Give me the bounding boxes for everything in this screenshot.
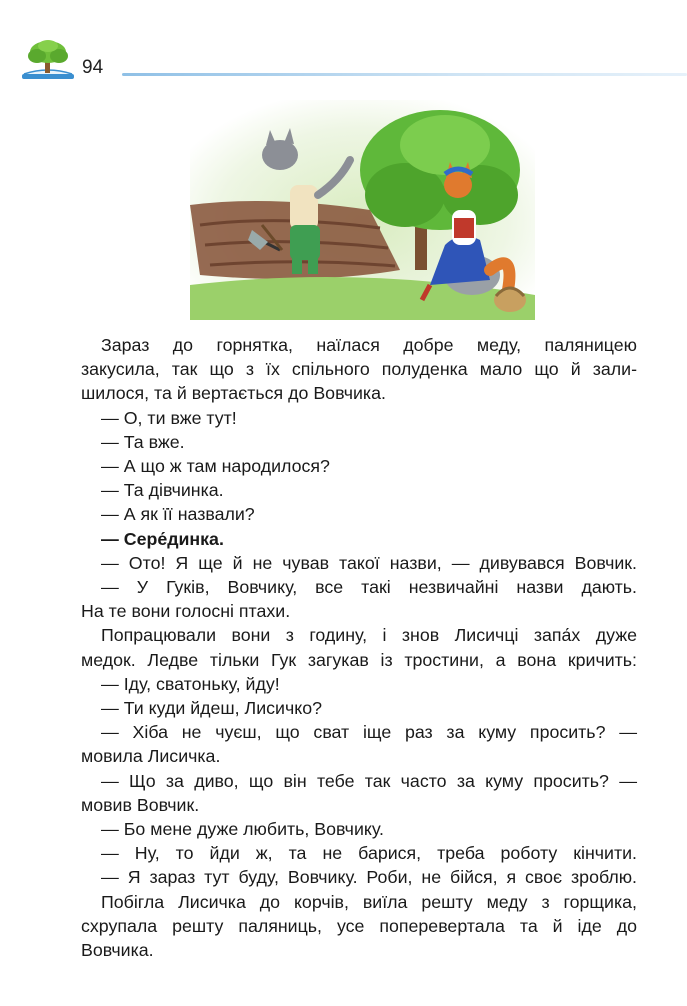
page-number: 94 (82, 57, 104, 78)
text-line: Попрацювали вони з годину, і знов Лисичці запа́х дуже (101, 625, 637, 646)
text-line: Вовчика. (81, 940, 154, 961)
text-line: — Ну, то йди ж, та не барися, треба роботу кінчити. (101, 843, 637, 864)
text-line: Побігла Лисичка до корчів, виїла решту меду з горщика, (101, 891, 637, 912)
text-line: мовила Лисичка. (81, 746, 221, 767)
story-text (81, 333, 637, 962)
text-line: На те вони голосні птахи. (81, 601, 291, 622)
tree-book-icon (18, 36, 78, 82)
text-line: — Що за диво, що він тебе так часто за куму просить? — (101, 770, 637, 791)
text-line: медок. Ледве тільки Гук загукав із тростини, а вона кричить: (81, 649, 637, 670)
text-line: — А що ж там народилося? (101, 456, 330, 477)
text-line: — Ото! Я ще й не чував такої назви, — дивувався Вовчик. (101, 552, 637, 573)
text-line: — Та вже. (101, 431, 185, 452)
text-line: — Бо мене дуже любить, Вовчику. (101, 819, 384, 840)
text-line: — Та дівчинка. (101, 480, 224, 501)
text-line: — Я зараз тут буду, Вовчику. Роби, не бійся, я своє зроблю. (101, 867, 637, 888)
text-line: закусила, так що з їх спільного полуденка мало що й зали- (81, 359, 637, 380)
text-line: — Іду, сватоньку, йду! (101, 673, 280, 694)
header-rule (122, 73, 687, 76)
text-line: мовив Вовчик. (81, 794, 200, 815)
wolf-fox-garden-illustration (190, 100, 535, 320)
text-line: шилося, та й вертається до Вовчика. (81, 383, 386, 404)
text-line: Зараз до горнятка, наїлася добре меду, паляницею (101, 335, 637, 355)
text-line: схрупала решту паляниць, усе поперевертала та й іде до (81, 915, 637, 936)
text-line: — Хіба не чуєш, що сват іще раз за куму просить? — (101, 722, 637, 743)
text-line: — У Гуків, Вовчику, все такі незвичайні назви дають. (101, 577, 637, 598)
text-line: — О, ти вже тут! (101, 407, 237, 428)
text-line: — Сере́динка. (101, 528, 224, 549)
page-header (18, 36, 687, 86)
text-line: — А як її назвали? (101, 504, 255, 525)
text-line: — Ти куди йдеш, Лисичко? (101, 698, 322, 719)
